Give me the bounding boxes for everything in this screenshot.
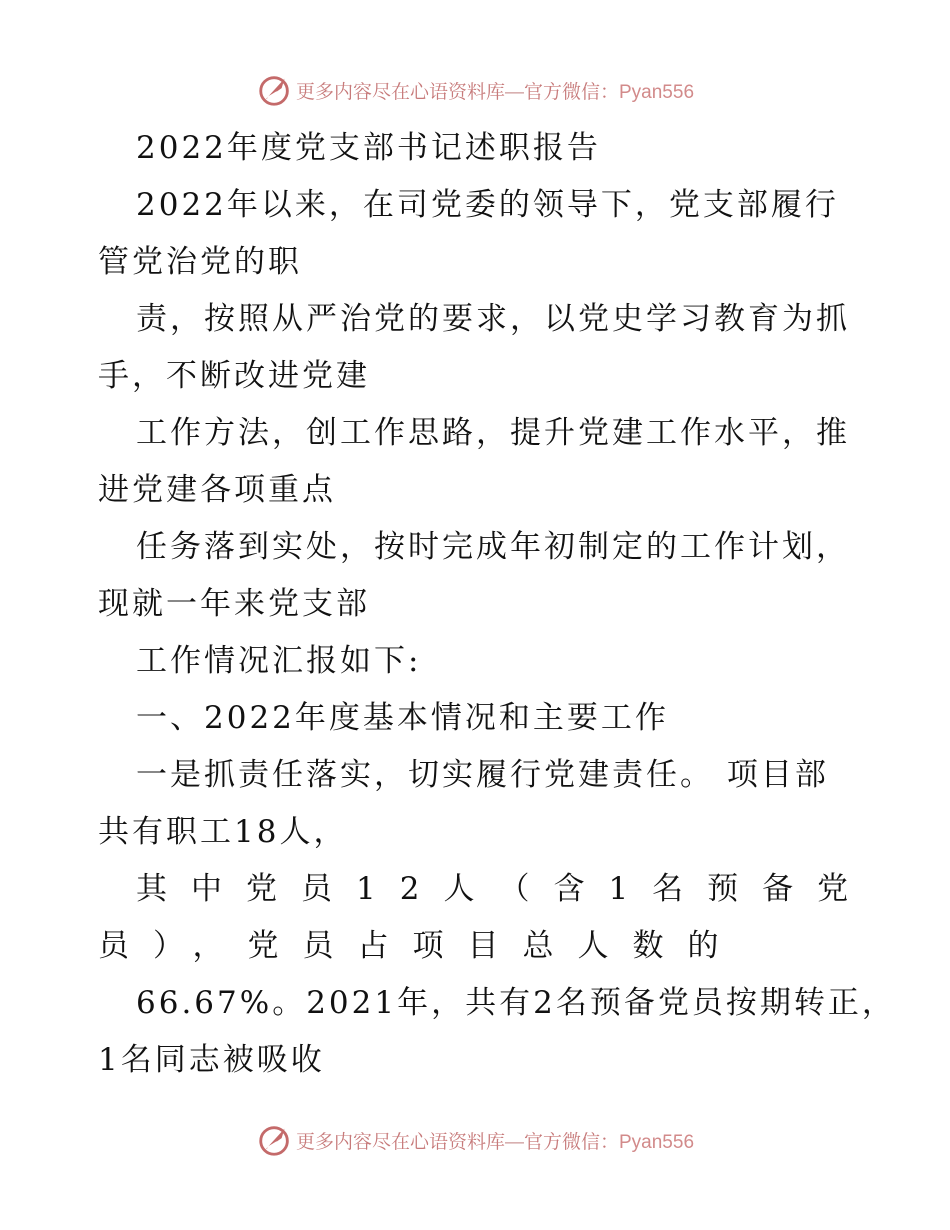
section-heading: 一、2022年度基本情况和主要工作 — [136, 700, 669, 736]
paragraph-line: 一是抓责任落实，切实履行党建责任。 项目部 — [136, 757, 829, 793]
watermark-brand: 更多内容尽在心语资料库 — [295, 81, 505, 103]
watermark-wechat-label: 官方微信： — [523, 1131, 619, 1153]
document-body — [98, 120, 896, 1089]
watermark-separator: — — [504, 81, 524, 103]
header-watermark — [0, 70, 950, 110]
watermark-wechat-id: Pyan556 — [619, 1131, 695, 1153]
paragraph-line: 66.67%。2021年，共有2名预备党员按期转正， — [136, 985, 896, 1021]
paragraph-line: 1名同志被吸收 — [98, 1042, 325, 1078]
paragraph-line: 管党治党的职 — [98, 244, 302, 280]
paragraph-line: 手，不断改进党建 — [98, 358, 370, 394]
watermark-wechat-id: Pyan556 — [619, 81, 695, 103]
paragraph-line: 共有职工18人， — [98, 814, 348, 850]
watermark-wechat-label: 官方微信： — [523, 81, 619, 103]
paragraph-line: 其中党员12人（含1名预备党 — [136, 871, 873, 907]
paragraph-line: 员），党员占项目总人数的 — [98, 928, 743, 964]
document-title: 2022年度党支部书记述职报告 — [136, 130, 601, 166]
watermark-text — [296, 77, 694, 104]
quill-logo-icon — [256, 1121, 294, 1159]
watermark-text — [296, 1127, 694, 1154]
paragraph-line: 进党建各项重点 — [98, 472, 336, 508]
paragraph-line: 任务落到实处，按时完成年初制定的工作计划， — [136, 529, 850, 565]
paragraph-line: 责，按照从严治党的要求，以党史学习教育为抓 — [136, 301, 850, 337]
paragraph-line: 现就一年来党支部 — [98, 586, 370, 622]
watermark-separator: — — [504, 1131, 524, 1153]
footer-watermark — [0, 1120, 950, 1160]
paragraph-line: 工作情况汇报如下: — [136, 643, 422, 679]
paragraph-line: 2022年以来，在司党委的领导下，党支部履行 — [136, 187, 839, 223]
quill-logo-icon — [256, 71, 294, 109]
paragraph-line: 工作方法，创工作思路，提升党建工作水平，推 — [136, 415, 850, 451]
watermark-brand: 更多内容尽在心语资料库 — [295, 1131, 505, 1153]
